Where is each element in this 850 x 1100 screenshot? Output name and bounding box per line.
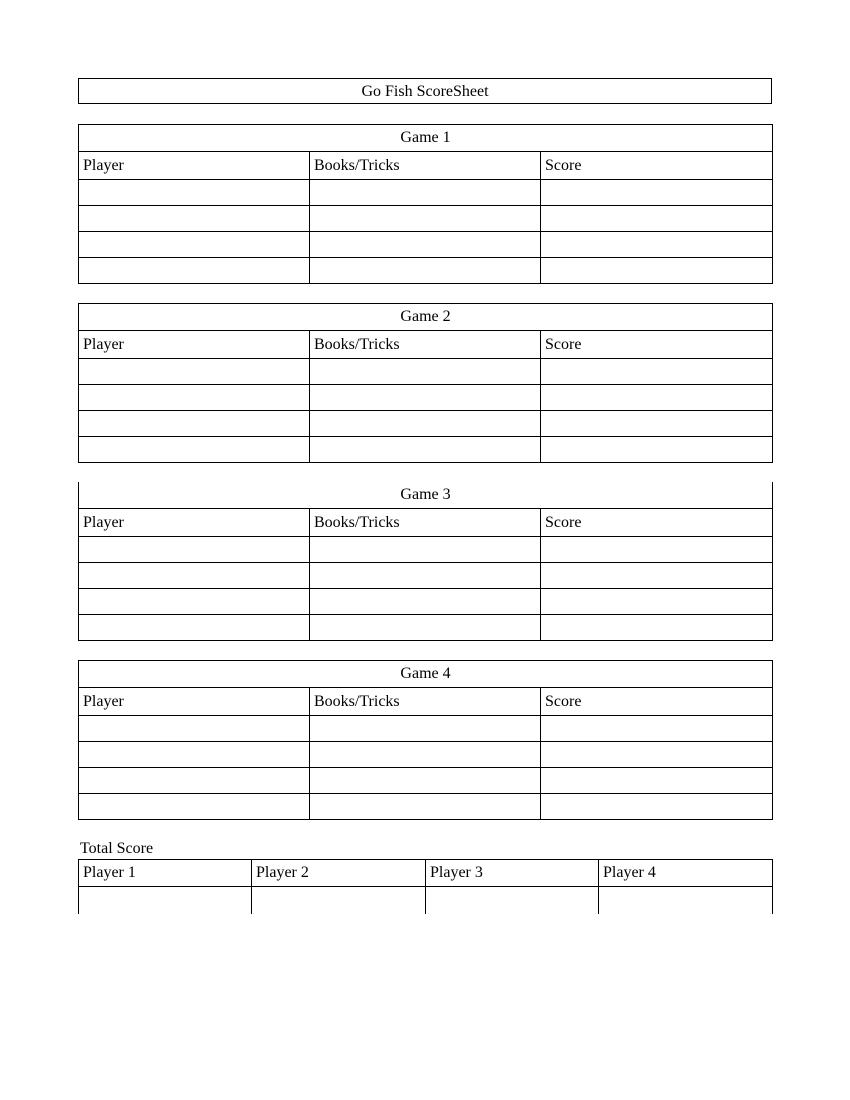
player-cell[interactable]	[79, 794, 310, 820]
score-cell[interactable]	[541, 615, 773, 641]
books-tricks-cell[interactable]	[310, 563, 541, 589]
books-tricks-cell[interactable]	[310, 359, 541, 385]
table-row	[79, 716, 773, 742]
game-title: Game 4	[79, 661, 773, 688]
game-4-table	[78, 660, 773, 820]
player-cell[interactable]	[79, 563, 310, 589]
total-header-player-2: Player 2	[252, 860, 426, 887]
table-row	[79, 615, 773, 641]
player-cell[interactable]	[79, 537, 310, 563]
player-cell[interactable]	[79, 258, 310, 284]
books-tricks-cell[interactable]	[310, 385, 541, 411]
column-header-score: Score	[541, 509, 773, 537]
column-header-score: Score	[541, 688, 773, 716]
books-tricks-cell[interactable]	[310, 411, 541, 437]
books-tricks-cell[interactable]	[310, 206, 541, 232]
score-cell[interactable]	[541, 768, 773, 794]
table-row	[79, 437, 773, 463]
books-tricks-cell[interactable]	[310, 768, 541, 794]
total-score-table	[78, 859, 773, 914]
score-cell[interactable]	[541, 563, 773, 589]
table-row	[79, 742, 773, 768]
column-header-score: Score	[541, 152, 773, 180]
books-tricks-cell[interactable]	[310, 716, 541, 742]
books-tricks-cell[interactable]	[310, 258, 541, 284]
score-cell[interactable]	[541, 385, 773, 411]
sheet-title: Go Fish ScoreSheet	[78, 78, 772, 104]
books-tricks-cell[interactable]	[310, 589, 541, 615]
player-cell[interactable]	[79, 180, 310, 206]
total-header-player-1: Player 1	[79, 860, 252, 887]
game-title: Game 3	[79, 482, 773, 509]
books-tricks-cell[interactable]	[310, 615, 541, 641]
books-tricks-cell[interactable]	[310, 232, 541, 258]
score-cell[interactable]	[541, 206, 773, 232]
game-3-table	[78, 482, 773, 641]
column-header-books-tricks: Books/Tricks	[310, 509, 541, 537]
total-value-player-3[interactable]	[426, 887, 599, 914]
player-cell[interactable]	[79, 411, 310, 437]
total-value-player-2[interactable]	[252, 887, 426, 914]
column-header-player: Player	[79, 509, 310, 537]
player-cell[interactable]	[79, 385, 310, 411]
score-cell[interactable]	[541, 411, 773, 437]
column-header-books-tricks: Books/Tricks	[310, 152, 541, 180]
table-row	[79, 385, 773, 411]
total-value-player-1[interactable]	[79, 887, 252, 914]
score-cell[interactable]	[541, 359, 773, 385]
score-cell[interactable]	[541, 716, 773, 742]
table-row	[79, 180, 773, 206]
total-header-player-3: Player 3	[426, 860, 599, 887]
score-cell[interactable]	[541, 232, 773, 258]
column-header-books-tricks: Books/Tricks	[310, 688, 541, 716]
table-row	[79, 258, 773, 284]
total-values-row	[79, 887, 773, 914]
table-row	[79, 537, 773, 563]
books-tricks-cell[interactable]	[310, 742, 541, 768]
column-header-player: Player	[79, 152, 310, 180]
player-cell[interactable]	[79, 742, 310, 768]
table-row	[79, 359, 773, 385]
score-cell[interactable]	[541, 258, 773, 284]
total-score-label: Total Score	[80, 840, 154, 857]
books-tricks-cell[interactable]	[310, 794, 541, 820]
player-cell[interactable]	[79, 206, 310, 232]
game-1-table	[78, 124, 773, 284]
column-header-score: Score	[541, 331, 773, 359]
books-tricks-cell[interactable]	[310, 437, 541, 463]
table-row	[79, 232, 773, 258]
table-row	[79, 768, 773, 794]
total-header-row	[79, 860, 773, 887]
score-sheet	[78, 78, 772, 914]
table-row	[79, 411, 773, 437]
score-cell[interactable]	[541, 589, 773, 615]
game-2-table	[78, 303, 773, 463]
score-cell[interactable]	[541, 180, 773, 206]
score-cell[interactable]	[541, 742, 773, 768]
table-row	[79, 206, 773, 232]
player-cell[interactable]	[79, 716, 310, 742]
table-row	[79, 794, 773, 820]
total-header-player-4: Player 4	[599, 860, 773, 887]
column-header-player: Player	[79, 331, 310, 359]
table-row	[79, 563, 773, 589]
player-cell[interactable]	[79, 437, 310, 463]
player-cell[interactable]	[79, 232, 310, 258]
score-cell[interactable]	[541, 537, 773, 563]
books-tricks-cell[interactable]	[310, 537, 541, 563]
score-cell[interactable]	[541, 794, 773, 820]
player-cell[interactable]	[79, 359, 310, 385]
game-title: Game 2	[79, 304, 773, 331]
player-cell[interactable]	[79, 615, 310, 641]
table-row	[79, 589, 773, 615]
player-cell[interactable]	[79, 589, 310, 615]
column-header-books-tricks: Books/Tricks	[310, 331, 541, 359]
books-tricks-cell[interactable]	[310, 180, 541, 206]
player-cell[interactable]	[79, 768, 310, 794]
game-title: Game 1	[79, 125, 773, 152]
score-cell[interactable]	[541, 437, 773, 463]
total-value-player-4[interactable]	[599, 887, 773, 914]
column-header-player: Player	[79, 688, 310, 716]
